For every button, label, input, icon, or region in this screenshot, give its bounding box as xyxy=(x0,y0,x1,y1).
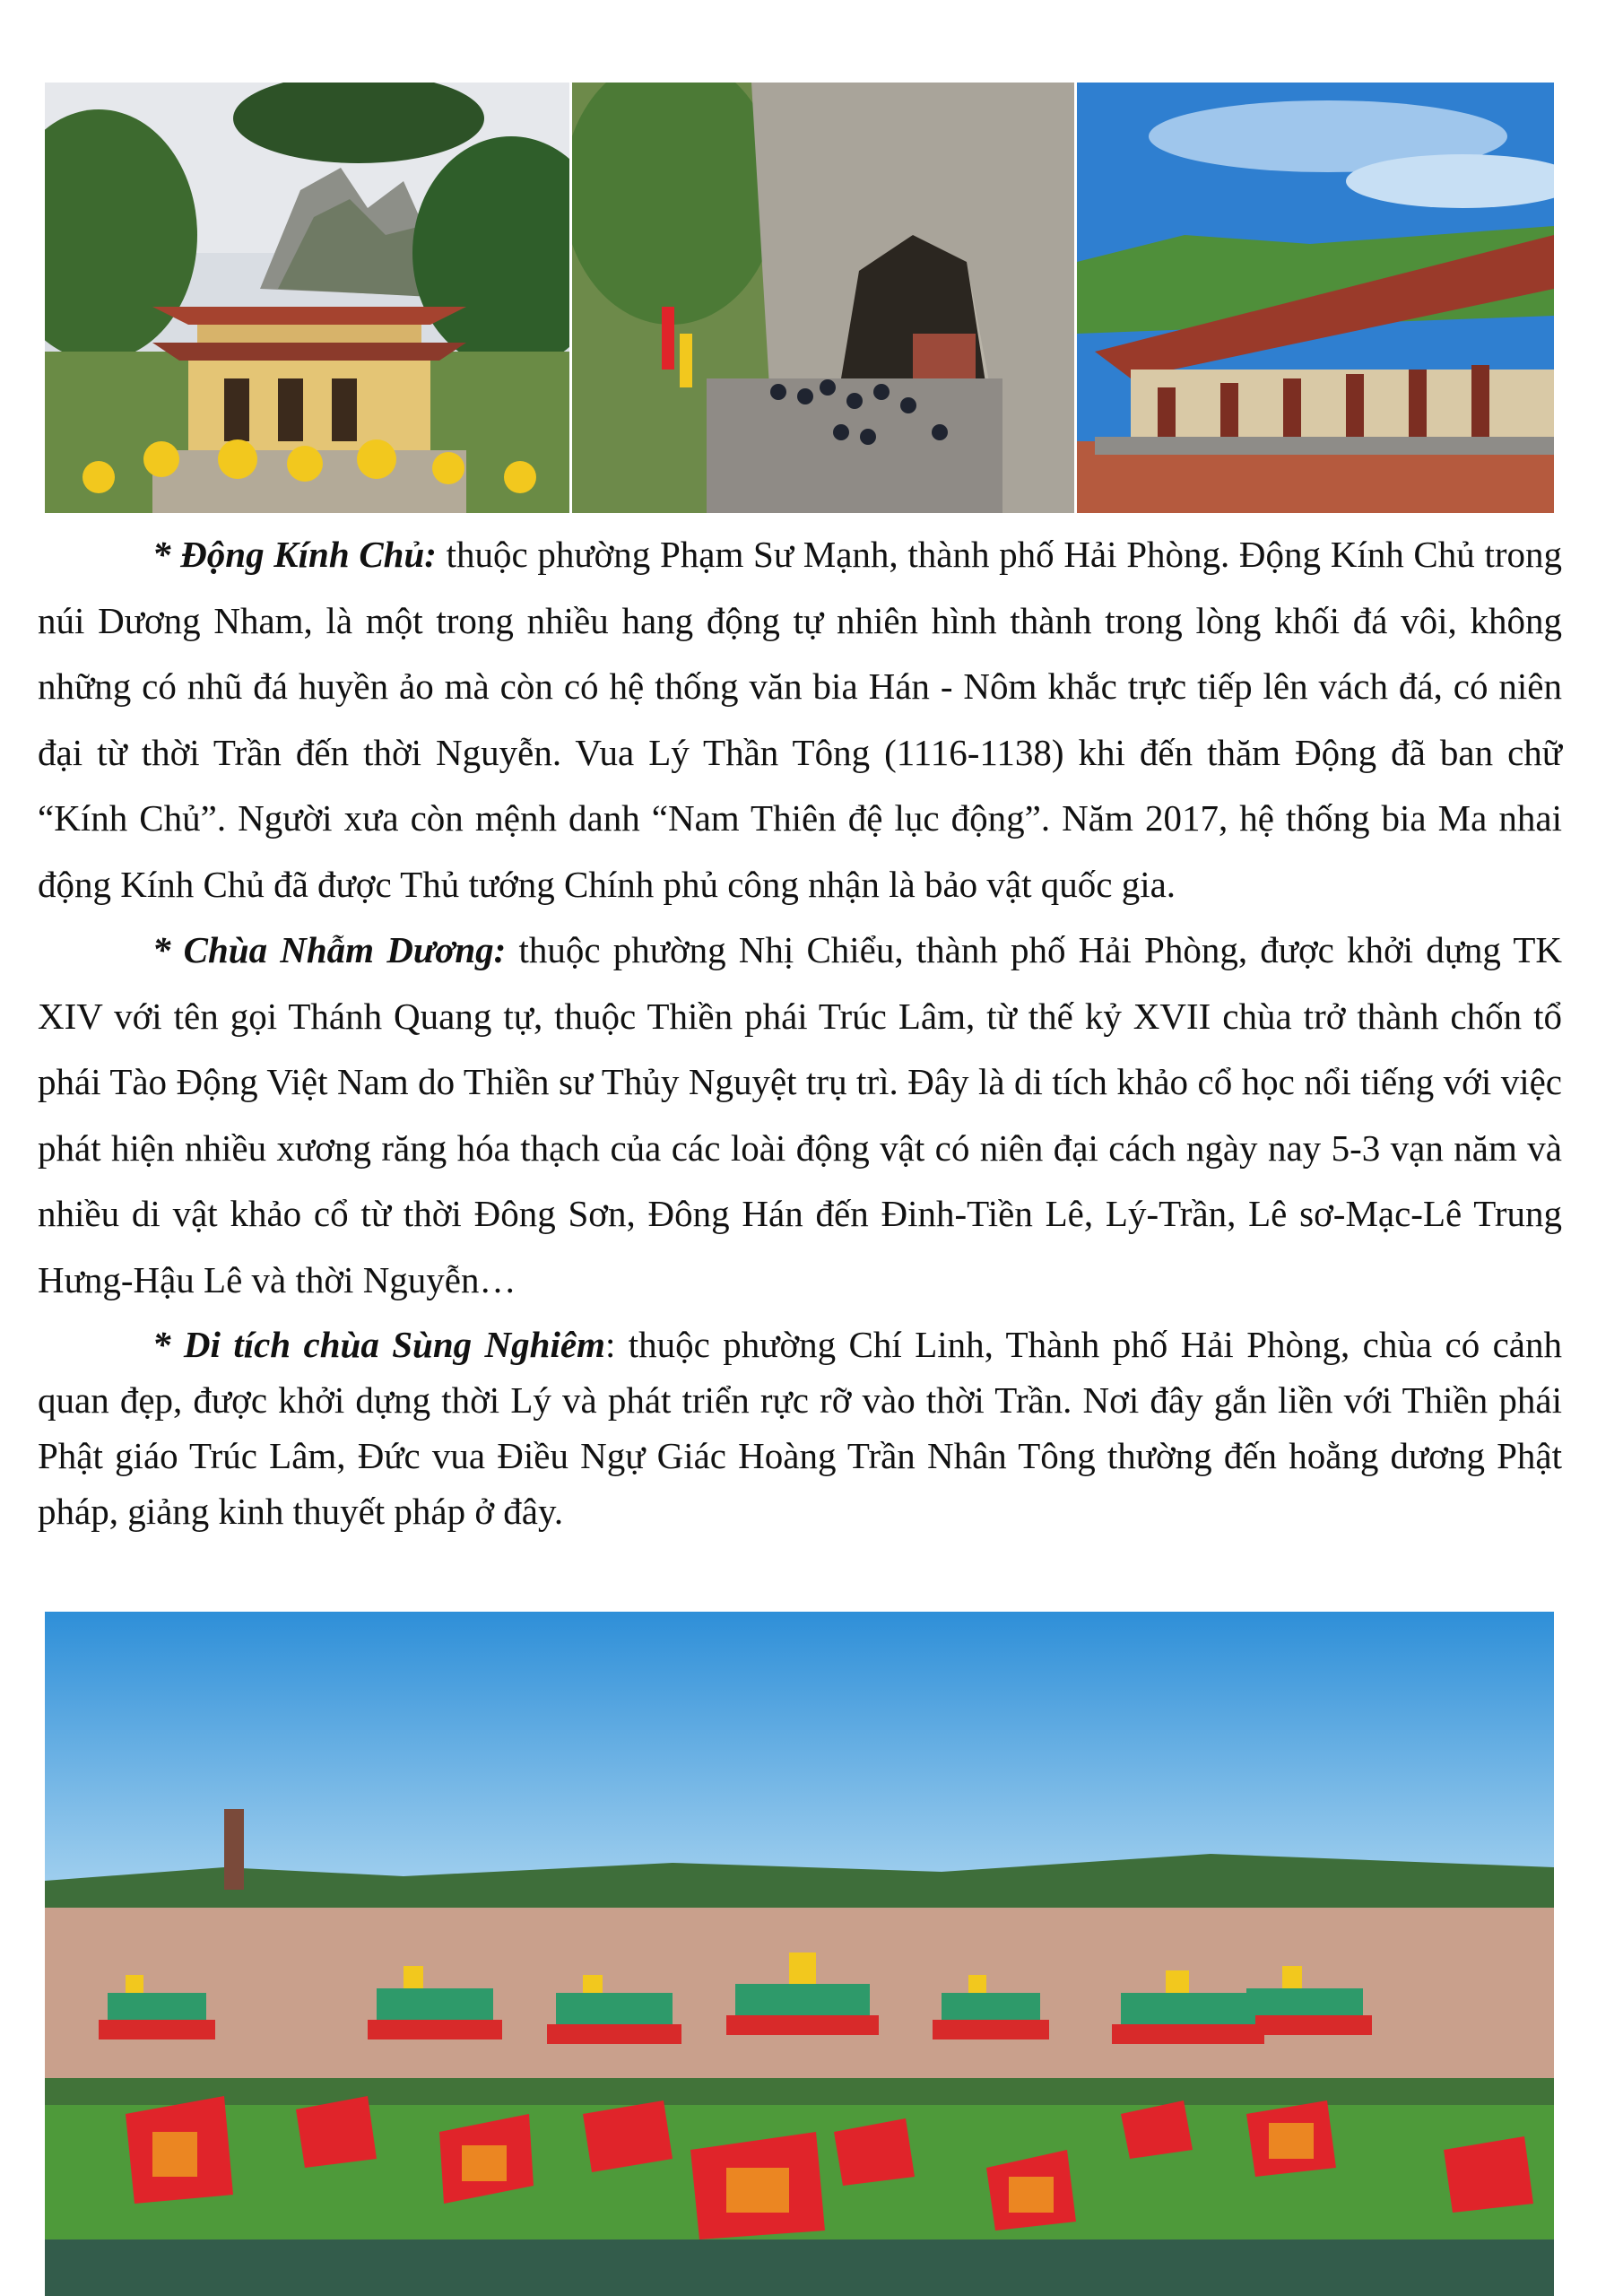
body-chua-nham-duong: thuộc phường Nhị Chiểu, thành phố Hải Phòng, được khởi dựng TK XIV với tên gọi Thánh Quang tự, thuộc Thiền phái Trúc Lâm, từ thế kỷ XVII chùa trở thành chốn tổ phái Tào Động Việt Nam do Thiền sư Thủy Nguyệt trụ trì. Đây là di tích khảo cổ học nổi tiếng với việc phát hiện nhiều xương răng hóa thạch của các loài động vật có niên đại cách ngày nay 5-3 vạn năm và nhiều di vật khảo cổ từ thời Đông Sơn, Đông Hán đến Đinh-Tiền Lê, Lý-Trần, Lê sơ-Mạc-Lê Trung Hưng-Hậu Lê và thời Nguyễn… xyxy=(38,929,1562,1300)
paragraph-dong-kinh-chu xyxy=(38,522,1562,918)
cave-entrance-photo xyxy=(572,83,1074,513)
body-chua-sung-nghiem: : thuộc phường Chí Linh, Thành phố Hải Phòng, chùa có cảnh quan đẹp, được khởi dựng thời Lý và phát triển rực rỡ vào thời Trần. Nơi đây gắn liền với Thiền phái Phật giáo Trúc Lâm, Đức vua Điều Ngự Giác Hoàng Trần Nhân Tông thường đến hoằng dương Phật pháp, giảng kinh thuyết pháp ở đây. xyxy=(38,1324,1562,1532)
heading-chua-sung-nghiem: * Di tích chùa Sùng Nghiêm xyxy=(152,1324,605,1365)
dong-kinh-chu-pagoda-photo xyxy=(45,83,569,513)
heading-chua-nham-duong: * Chùa Nhẫm Dương: xyxy=(152,929,507,970)
article-text xyxy=(38,522,1562,1539)
paragraph-chua-nham-duong xyxy=(38,918,1562,1313)
paragraph-chua-sung-nghiem xyxy=(38,1317,1562,1539)
body-dong-kinh-chu: thuộc phường Phạm Sư Mạnh, thành phố Hải Phòng. Động Kính Chủ trong núi Dương Nham, là một trong nhiều hang động tự nhiên hình thành trong lòng khối đá vôi, không những có nhũ đá huyền ảo mà còn có hệ thống văn bia Hán - Nôm khắc trực tiếp lên vách đá, có niên đại từ thời Trần đến thời Nguyễn. Vua Lý Thần Tông (1116-1138) khi đến thăm Động đã ban chữ “Kính Chủ”. Người xưa còn mệnh danh “Nam Thiên đệ lục động”. Năm 2017, hệ thống bia Ma nhai động Kính Chủ đã được Thủ tướng Chính phủ công nhận là bảo vật quốc gia. xyxy=(38,534,1562,905)
river-festival-photo xyxy=(45,1612,1554,2296)
sung-nghiem-temple-photo xyxy=(1077,83,1554,513)
top-photo-strip xyxy=(45,83,1554,513)
heading-dong-kinh-chu: * Động Kính Chủ: xyxy=(152,534,437,575)
